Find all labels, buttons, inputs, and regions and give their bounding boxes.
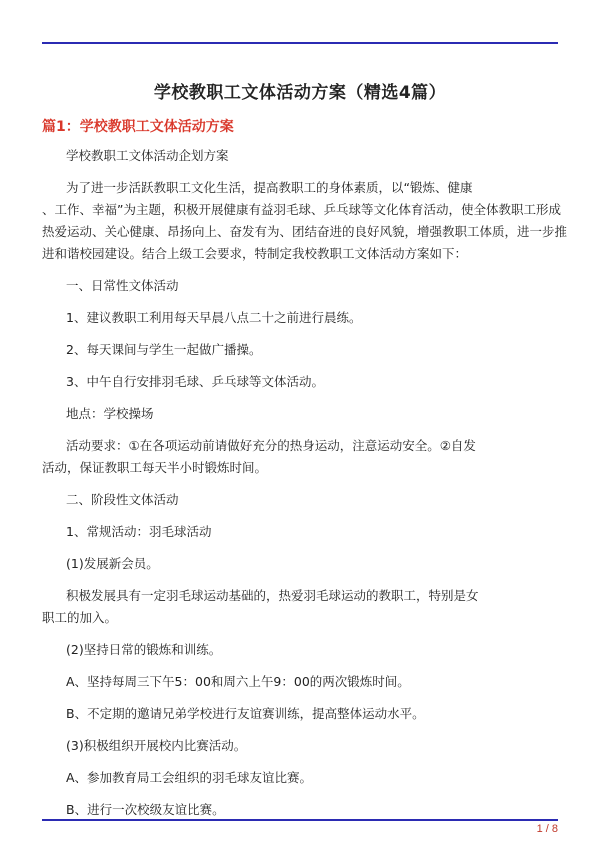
- paragraph-line: 1、建议教职工利用每天早晨八点二十之前进行晨练。: [66, 310, 362, 325]
- paragraph-line: 、工作、幸福”为主题，积极开展健康有益羽毛球、乒乓球等文化体育活动，使全体教职工形成: [42, 202, 561, 217]
- paragraph-line: 二、阶段性文体活动: [66, 492, 179, 507]
- paragraph-line: (1)发展新会员。: [66, 556, 159, 571]
- paragraph-line: 2、每天课间与学生一起做广播操。: [66, 342, 262, 357]
- paragraph-line: 1、常规活动：羽毛球活动: [66, 524, 212, 539]
- paragraph-line: 学校教职工文体活动企划方案: [66, 148, 229, 163]
- paragraph-line: B、不定期的邀请兄弟学校进行友谊赛训练，提高整体运动水平。: [66, 706, 425, 721]
- header-rule: [42, 42, 558, 44]
- paragraph-line: 3、中午自行安排羽毛球、乒乓球等文体活动。: [66, 374, 324, 389]
- paragraph-line: (3)积极组织开展校内比赛活动。: [66, 738, 247, 753]
- section-heading: 篇1：学校教职工文体活动方案: [42, 119, 234, 135]
- page-number: 1 / 8: [536, 823, 558, 835]
- paragraph-line: A、参加教育局工会组织的羽毛球友谊比赛。: [66, 770, 313, 785]
- paragraph-line: B、进行一次校级友谊比赛。: [66, 802, 225, 817]
- paragraph-line: 积极发展具有一定羽毛球运动基础的，热爱羽毛球运动的教职工，特别是女: [66, 588, 479, 603]
- paragraph-line: 活动要求：①在各项运动前请做好充分的热身运动，注意运动安全。②自发: [66, 438, 476, 453]
- paragraph-line: 热爱运动、关心健康、昂扬向上、奋发有为、团结奋进的良好风貌，增强教职工体质，进一步推: [42, 224, 568, 239]
- document-title: 学校教职工文体活动方案（精选4篇）: [153, 83, 447, 103]
- paragraph-line: 地点：学校操场: [66, 406, 154, 421]
- paragraph-line: A、坚持每周三下午5：00和周六上午9：00的两次锻炼时间。: [66, 674, 410, 689]
- paragraph-line: (2)坚持日常的锻炼和训练。: [66, 642, 222, 657]
- paragraph-line: 为了进一步活跃教职工文化生活，提高教职工的身体素质，以“锻炼、健康: [66, 180, 473, 195]
- paragraph-line: 一、日常性文体活动: [66, 278, 179, 293]
- paragraph-line: 进和谐校园建设。结合上级工会要求，特制定我校教职工文体活动方案如下：: [42, 246, 468, 261]
- footer-rule: [42, 819, 558, 821]
- paragraph-line: 活动，保证教职工每天半小时锻炼时间。: [42, 460, 268, 475]
- paragraph-line: 职工的加入。: [42, 610, 118, 625]
